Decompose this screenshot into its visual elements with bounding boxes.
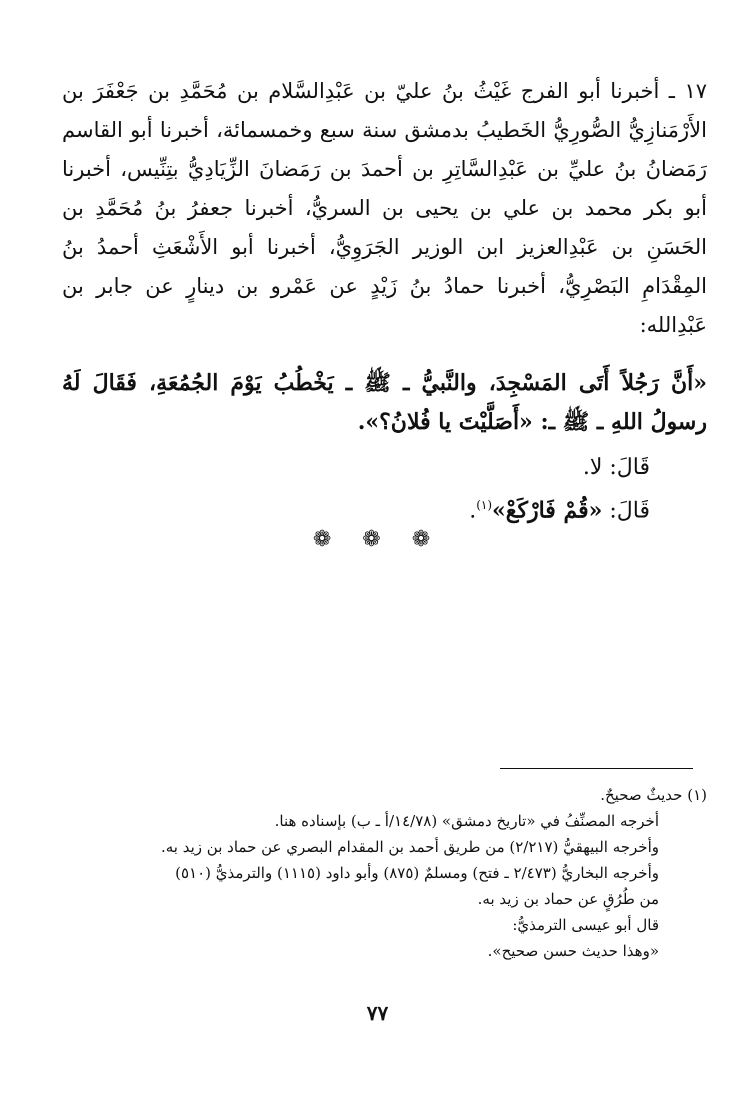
- reply-text: لا.: [582, 455, 603, 480]
- page-number: ٧٧: [366, 1001, 389, 1025]
- isnad-text: ١٧ ـ أخبرنا أبو الفرج غَيْثُ بنُ عليّ بن عَبْدِالسَّلام بن مُحَمَّدِ بن جَعْفَرَ بن الأَرْمَنازِيُّ الصُّورِيُّ الخَطيبُ بدمشق سنة سبع وخمسمائة، أخبرنا أبو القاسم رَمَضانُ بنُ عليِّ بن عَبْدِالسَّاتِرِ بن أحمدَ بن رَمَضانَ الزِّيَادِيُّ بتِنِّيس، أخبرنا أبو بكر محمد بن علي بن يحيى بن السريُّ، أخبرنا جعفرُ بنُ مُحَمَّدِ بن الحَسَنِ بن عَبْدِالعزيز ابن الوزير الجَرَوِيُّ، أخبرنا أبو الأَشْعَثِ أحمدُ بنُ المِقْدَامِ البَصْرِيُّ، أخبرنا حمادُ بنُ زَيْدٍ عن عَمْرو بن دينارٍ عن جابر بن عَبْدِالله:: [62, 79, 707, 337]
- footnote-line: (١) حديثٌ صحيحٌ.: [600, 786, 707, 804]
- footnote-line: وأخرجه البخاريُّ (٢/٤٧٣ ـ فتح) ومسلمٌ (٨٧٥) وأبو داود (١١١٥) والترمذيُّ (٥١٠): [175, 864, 659, 882]
- qal-label: قَالَ:: [609, 498, 650, 524]
- footnote-line: قال أبو عيسى الترمذيُّ:: [512, 916, 659, 934]
- footnote-line: من طُرُقٍ عن حماد بن زيد به.: [477, 890, 659, 908]
- exchange-line-2: [469, 490, 650, 526]
- footnote-divider: [500, 768, 693, 769]
- footnote-line: أخرجه المصنِّفُ في «تاريخ دمشق» (١٤/٧٨/أ ـ ب) بإسناده هنا.: [274, 812, 659, 830]
- footnote-marker: (١): [476, 498, 493, 512]
- footnote-line: وأخرجه البيهقيُّ (٢/٢١٧) من طريق أحمد بن المقدام البصري عن حماد بن زيد به.: [160, 838, 659, 856]
- hadith-chain-paragraph: [62, 72, 707, 345]
- command-text: «قُمْ فَارْكَعْ»: [492, 497, 603, 524]
- footnotes: [62, 782, 707, 964]
- footnote-line: «وهذا حديث حسن صحيح».: [487, 942, 659, 960]
- section-separator: ❁ ❁ ❁: [312, 527, 443, 552]
- line-end: .: [469, 498, 477, 524]
- exchange-line-1: [583, 453, 650, 483]
- qal-label: قَالَ:: [609, 455, 650, 480]
- hadith-text: «أَنَّ رَجُلاً أَتَى المَسْجِدَ، والنَّبيُّ ـ ﷺ ـ يَخْطُبُ يَوْمَ الجُمُعَةِ، فَقَالَ لَهُ رسولُ اللهِ ـ ﷺ ـ: «أَصَلَّيْتَ يا فُلانُ؟».: [62, 370, 707, 435]
